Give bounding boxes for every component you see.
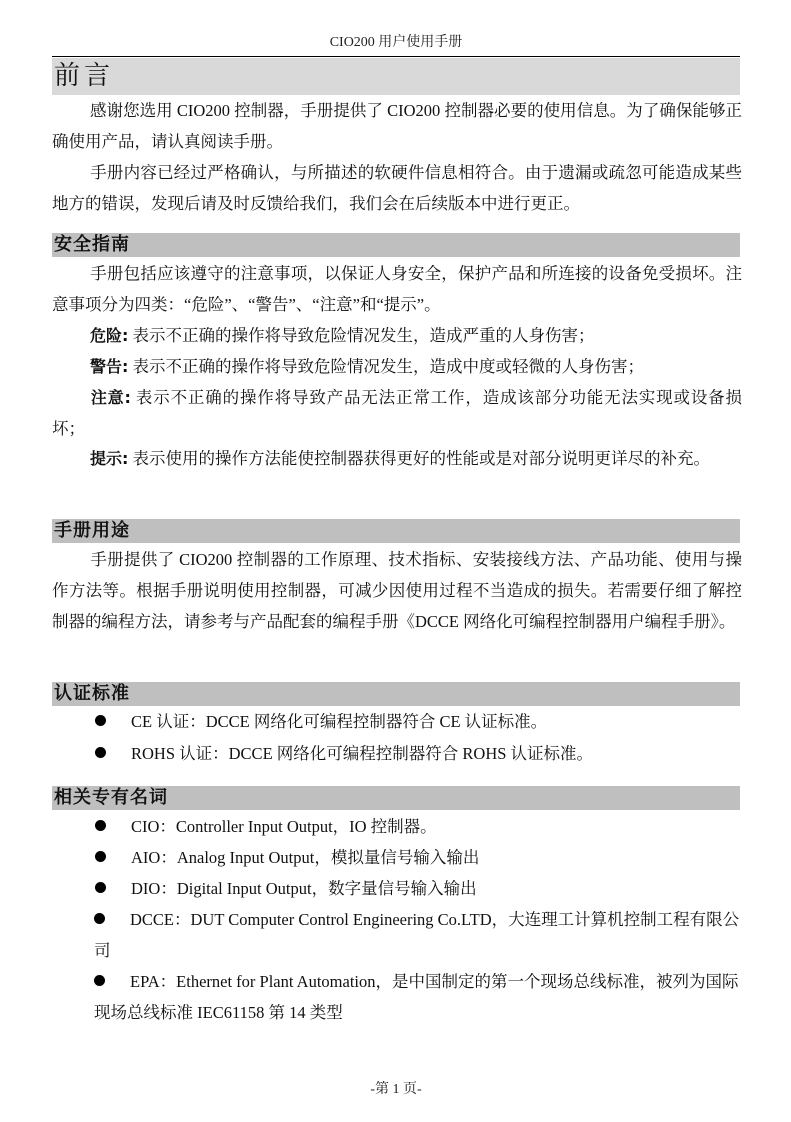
page-header-title: CIO200 用户使用手册: [329, 35, 463, 50]
safety-label: 注意:: [90, 388, 131, 407]
certification-item-ce: CE 认证：DCCE 网络化可编程控制器符合 CE 认证标准。: [52, 706, 742, 737]
header-rule: [52, 56, 740, 57]
term-item-aio: AIO：Analog Input Output，模拟量信号输入输出: [52, 842, 742, 873]
safety-item-tip: 提示: 表示使用的操作方法能使控制器获得更好的性能或是对部分说明更详尽的补充。: [90, 449, 711, 468]
term-item-dcce: DCCE：DUT Computer Control Engineering Co.LTD，大连理工计算机控制工程有限公司: [94, 910, 740, 960]
purpose-paragraph: 手册提供了 CIO200 控制器的工作原理、技术指标、安装接线方法、产品功能、使用与操作方法等。根据手册说明使用控制器，可减少因使用过程不当造成的损失。若需要仔细了解控制器的编程方法，请参考与产品配套的编程手册《DCCE 网络化可编程控制器用户编程手册》。: [52, 550, 742, 631]
term-item-cio: CIO：Controller Input Output，IO 控制器。: [52, 811, 742, 842]
bullet-icon: [95, 882, 106, 893]
section-title-purpose: 手册用途: [52, 519, 740, 543]
term-item-epa: EPA：Ethernet for Plant Automation，是中国制定的第一个现场总线标准，被列为国际现场总线标准 IEC61158 第 14 类型: [94, 972, 739, 1022]
safety-item-danger: 危险: 表示不正确的操作将导致危险情况发生，造成严重的人身伤害；: [90, 326, 595, 345]
section-title-terms: 相关专有名词: [52, 786, 740, 810]
section-title-certification: 认证标准: [52, 682, 740, 706]
safety-label: 警告:: [90, 357, 129, 376]
bullet-icon: [95, 820, 106, 831]
preface-paragraph-1: 感谢您选用 CIO200 控制器，手册提供了 CIO200 控制器必要的使用信息。为了确保能够正确使用产品，请认真阅读手册。: [52, 101, 742, 151]
safety-label: 危险:: [90, 326, 129, 345]
safety-intro: 手册包括应该遵守的注意事项，以保证人身安全，保护产品和所连接的设备免受损坏。注意事项分为四类：“危险”、“警告”、“注意”和“提示”。: [52, 264, 742, 314]
page-number: -第 1 页-: [370, 1082, 422, 1097]
bullet-icon: [95, 715, 106, 726]
bullet-icon: [95, 851, 106, 862]
section-title-preface: 前言: [52, 58, 740, 95]
safety-label: 提示:: [90, 449, 129, 468]
bullet-icon: [94, 913, 105, 924]
section-title-safety: 安全指南: [52, 233, 740, 257]
bullet-icon: [95, 747, 106, 758]
safety-item-warning: 警告: 表示不正确的操作将导致危险情况发生，造成中度或轻微的人身伤害；: [90, 357, 645, 376]
term-item-dio: DIO：Digital Input Output，数字量信号输入输出: [52, 873, 742, 904]
safety-item-caution: 注意: 表示不正确的操作将导致产品无法正常工作，造成该部分功能无法实现或设备损坏；: [52, 388, 743, 438]
preface-paragraph-2: 手册内容已经过严格确认，与所描述的软硬件信息相符合。由于遗漏或疏忽可能造成某些地方的错误，发现后请及时反馈给我们，我们会在后续版本中进行更正。: [52, 163, 742, 213]
certification-item-rohs: ROHS 认证：DCCE 网络化可编程控制器符合 ROHS 认证标准。: [52, 738, 742, 769]
bullet-icon: [94, 975, 105, 986]
